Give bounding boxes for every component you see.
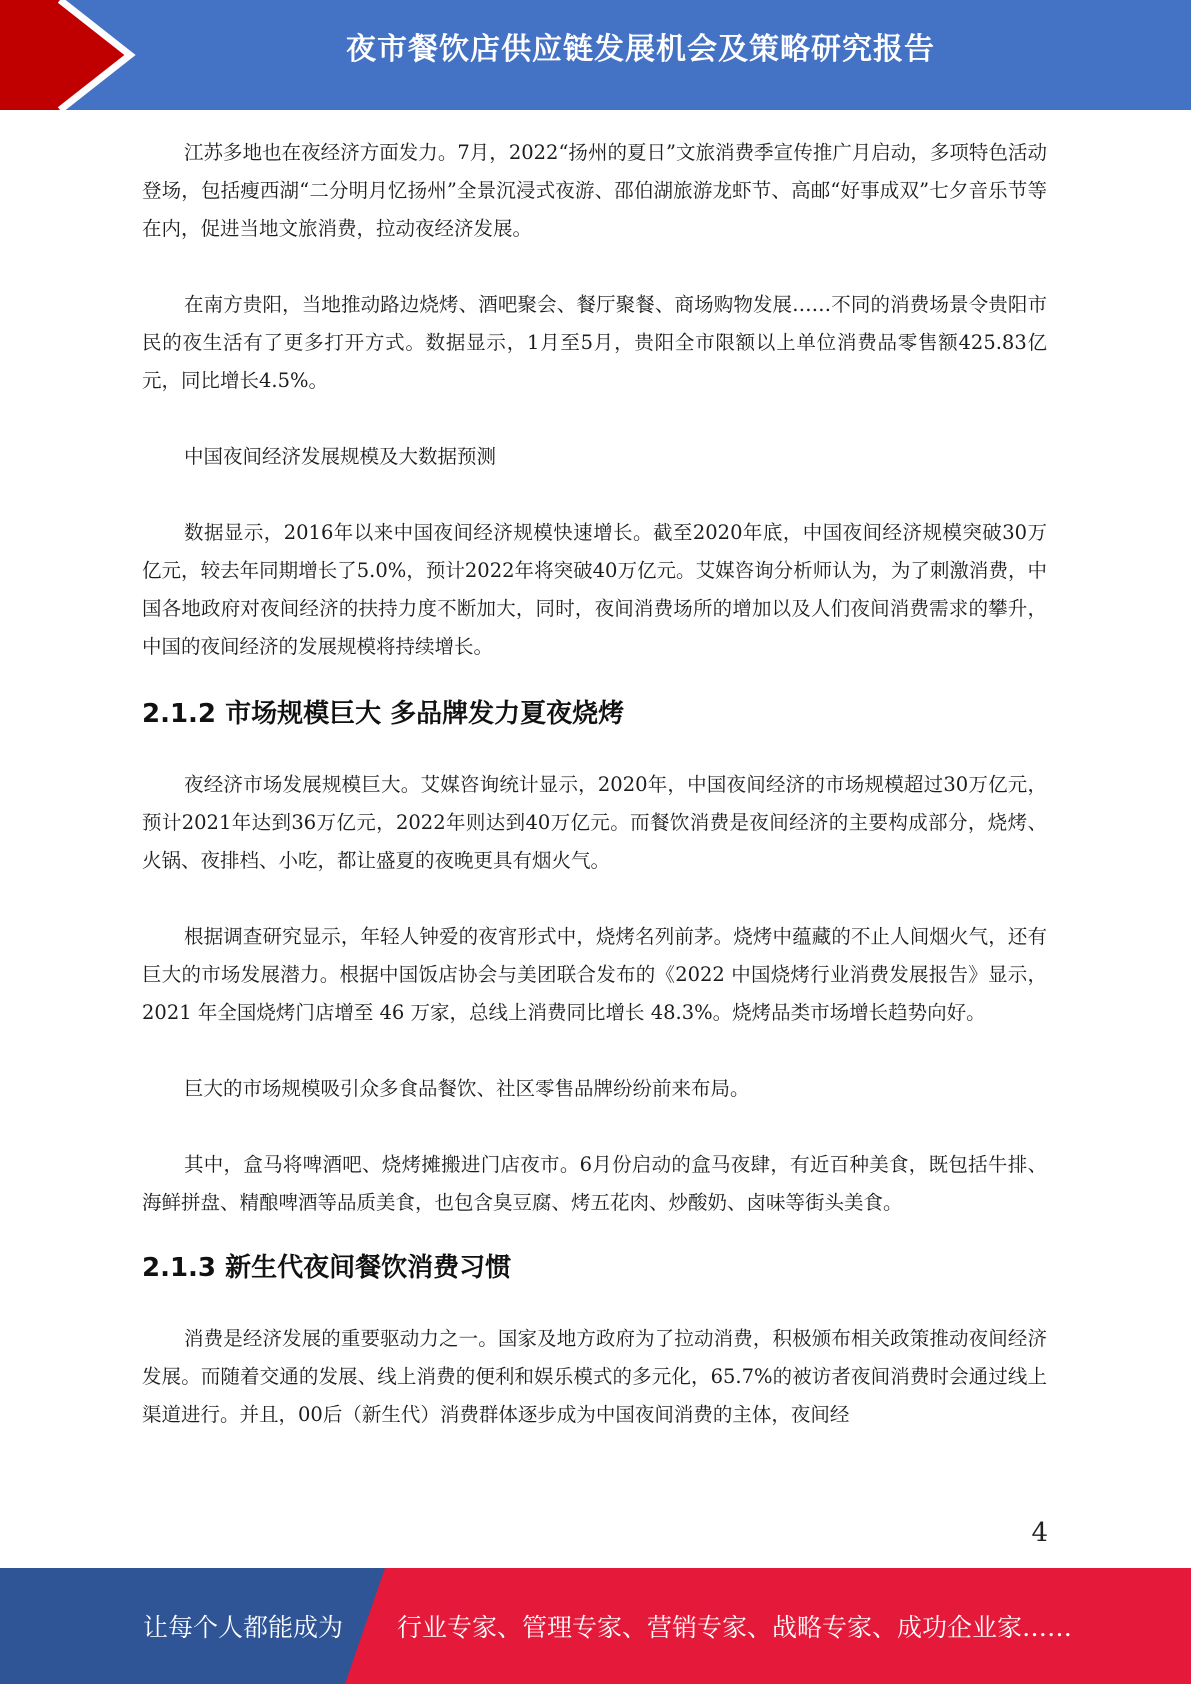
footer-slogan-right: 行业专家、管理专家、营销专家、战略专家、成功企业家…… (397, 1613, 1073, 1642)
paragraph-bbq-survey: 根据调查研究显示，年轻人钟爱的夜宵形式中，烧烤名列前茅。烧烤中蕴藏的不止人间烟火气，还有巨大的市场发展潜力。根据中国饭店协会与美团联合发布的《2022 中国烧烤行业消费发展报告》显示，2021 年全国烧烤门店增至 46 万家，总线上消费同比增长 48.3%。烧烤品类市场增长趋势向好。 (142, 925, 1047, 1024)
report-title: 夜市餐饮店供应链发展机会及策略研究报告 (346, 32, 935, 67)
subtitle-night-economy-forecast: 中国夜间经济发展规模及大数据预测 (184, 445, 497, 468)
paragraph-consumption-driver: 消费是经济发展的重要驱动力之一。国家及地方政府为了拉动消费，积极颁布相关政策推动夜间经济发展。而随着交通的发展、线上消费的便利和娱乐模式的多元化，65.7%的被访者夜间消费时会通过线上渠道进行。并且，00后（新生代）消费群体逐步成为中国夜间消费的主体，夜间经 (142, 1327, 1047, 1426)
paragraph-guiyang: 在南方贵阳，当地推动路边烧烤、酒吧聚会、餐厅聚餐、商场购物发展……不同的消费场景令贵阳市民的夜生活有了更多打开方式。数据显示，1月至5月，贵阳全市限额以上单位消费品零售额425.83亿元，同比增长4.5%。 (142, 293, 1047, 392)
section-heading-2-1-3: 2.1.3 新生代夜间餐饮消费习惯 (142, 1253, 512, 1283)
paragraph-hema: 其中，盒马将啤酒吧、烧烤摊搬进门店夜市。6月份启动的盒马夜肆，有近百种美食，既包括牛排、海鲜拼盘、精酿啤酒等品质美食，也包含臭豆腐、烤五花肉、炒酸奶、卤味等街头美食。 (142, 1153, 1047, 1214)
footer-slogan-left: 让每个人都能成为 (143, 1613, 344, 1642)
paragraph-jiangsu: 江苏多地也在夜经济方面发力。7月，2022“扬州的夏日”文旅消费季宣传推广月启动，多项特色活动登场，包括瘦西湖“二分明月忆扬州”全景沉浸式夜游、邵伯湖旅游龙虾节、高邮“好事成双”七夕音乐节等在内，促进当地文旅消费，拉动夜经济发展。 (142, 141, 1047, 240)
paragraph-night-economy-scale: 数据显示，2016年以来中国夜间经济规模快速增长。截至2020年底，中国夜间经济规模突破30万亿元，较去年同期增长了5.0%，预计2022年将突破40万亿元。艾媒咨询分析师认为，为了刺激消费，中国各地政府对夜间经济的扶持力度不断加大，同时，夜间消费场所的增加以及人们夜间消费需求的攀升，中国的夜间经济的发展规模将持续增长。 (142, 521, 1047, 658)
paragraph-brands-layout: 巨大的市场规模吸引众多食品餐饮、社区零售品牌纷纷前来布局。 (184, 1077, 750, 1100)
header-band (0, 0, 1191, 110)
page-number: 4 (1031, 1518, 1048, 1548)
document-body (142, 134, 1047, 1434)
section-heading-2-1-2: 2.1.2 市场规模巨大 多品牌发力夏夜烧烤 (142, 699, 625, 729)
footer-band (0, 1568, 1191, 1684)
paragraph-market-scale: 夜经济市场发展规模巨大。艾媒咨询统计显示，2020年，中国夜间经济的市场规模超过30万亿元，预计2021年达到36万亿元，2022年则达到40万亿元。而餐饮消费是夜间经济的主要构成部分，烧烤、火锅、夜排档、小吃，都让盛夏的夜晚更具有烟火气。 (142, 773, 1047, 872)
